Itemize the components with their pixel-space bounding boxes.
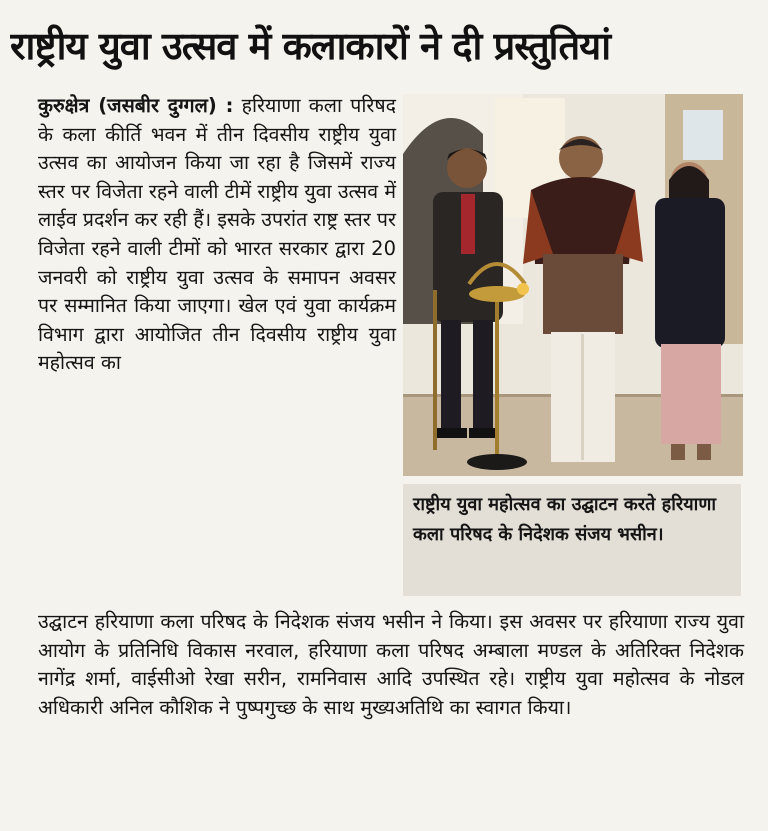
article-column-text: हरियाणा कला परिषद के कला कीर्ति भवन में तीन दिवसीय राष्ट्रीय युवा उत्सव का आयोजन किया जा रहा है जिसमें राज्य स्तर पर विजेता रहने वाली टीमें राष्ट्रीय युवा उत्सव में लाईव प्रदर्शन कर रही हैं। इसके उपरांत राष्ट्र स्तर पर विजेता रहने वाली टीमों को भारत सरकार द्वारा 20 जनवरी को राष्ट्रीय युवा उत्सव के समापन अवसर पर सम्मानित किया जाएगा। खेल एवं युवा कार्यक्रम विभाग द्वारा आयोजित तीन दिवसीय राष्ट्रीय युवा महोत्सव का (38, 94, 397, 375)
byline: कुरुक्षेत्र (जसबीर दुग्गल) : (38, 94, 234, 117)
photo-caption: राष्ट्रीय युवा महोत्सव का उद्घाटन करते हरियाणा कला परिषद के निदेशक संजय भसीन। (403, 484, 741, 596)
article-column (38, 92, 396, 378)
article-full-width-text: उद्घाटन हरियाणा कला परिषद के निदेशक संजय भसीन ने किया। इस अवसर पर हरियाणा राज्य युवा आयोग के प्रतिनिधि विकास नरवाल, हरियाणा कला परिषद अम्बाला मण्डल के अतिरिक्त निदेशक नागेंद्र शर्मा, वाईसीओ रेखा सरीन, रामनिवास आदि उपस्थित रहे। राष्ट्रीय युवा महोत्सव के नोडल अधिकारी अनिल कौशिक ने पुष्पगुच्छ के साथ मुख्यअतिथि का स्वागत किया। (38, 610, 744, 719)
article-continuation (38, 608, 744, 722)
news-photo (403, 94, 743, 476)
headline: राष्ट्रीय युवा उत्सव में कलाकारों ने दी प्रस्तुतियां (10, 24, 611, 68)
